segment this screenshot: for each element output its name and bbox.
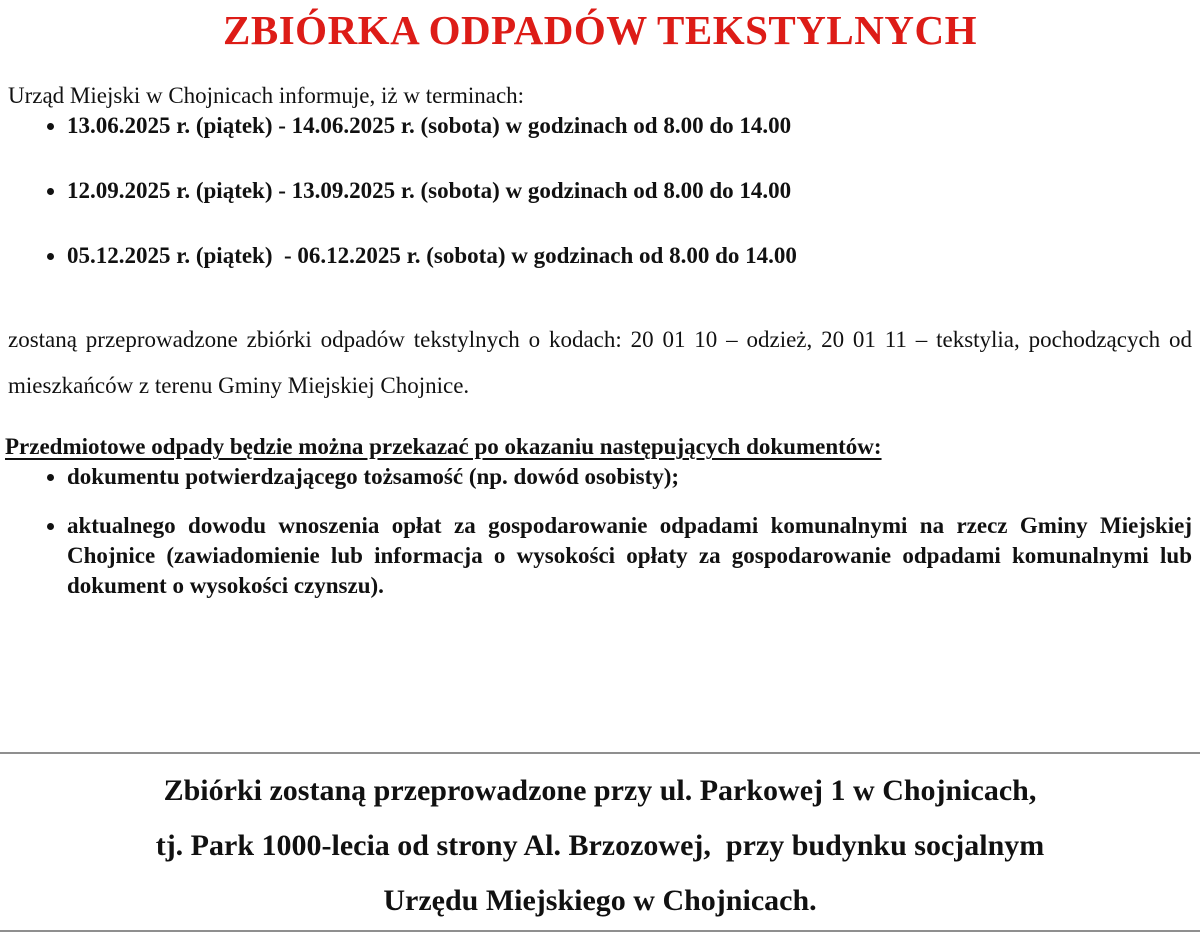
page-title: ZBIÓRKA ODPADÓW TEKSTYLNYCH: [223, 7, 977, 53]
intro-paragraph: Urząd Miejski w Chojnicach informuje, iż w terminach:: [8, 83, 525, 108]
waste-codes-paragraph: zostaną przeprowadzone zbiórki odpadów tekstylnych o kodach: 20 01 10 – odzież, 20 01 11 – tekstylia, pochodzących od mieszkańców z terenu Gminy Miejskiej Chojnice.: [8, 327, 1192, 398]
collection-date-item: • 12.09.2025 r. (piątek) - 13.09.2025 r. (sobota) w godzinach od 8.00 do 14.00: [67, 176, 1200, 206]
required-documents-list: [0, 462, 1200, 601]
collection-date-item: • 05.12.2025 r. (piątek) - 06.12.2025 r. (sobota) w godzinach od 8.00 do 14.00: [67, 241, 1200, 271]
collection-dates-list: [0, 111, 1200, 271]
location-notice-line: Zbiórki zostaną przeprowadzone przy ul. Parkowej 1 w Chojnicach,: [163, 774, 1037, 807]
required-document-item: • aktualnego dowodu wnoszenia opłat za gospodarowanie odpadami komunalnymi na rzecz Gminy Miejskiej Chojnice (zawiadomienie lub informacja o wysokości opłaty za gospodarowanie odpadami komunalnymi lub dokument o wysokości czynszu).: [67, 511, 1192, 601]
location-notice-box: [0, 752, 1200, 932]
announcement-document: [0, 6, 1200, 942]
required-documents-heading: Przedmiotowe odpady będzie można przekazać po okazaniu następujących dokumentów:: [5, 434, 882, 459]
location-notice-line: Urzędu Miejskiego w Chojnicach.: [383, 884, 817, 917]
location-notice-line: tj. Park 1000-lecia od strony Al. Brzozowej, przy budynku socjalnym: [155, 829, 1045, 862]
required-document-item: • dokumentu potwierdzającego tożsamość (np. dowód osobisty);: [67, 462, 1192, 492]
collection-date-item: • 13.06.2025 r. (piątek) - 14.06.2025 r. (sobota) w godzinach od 8.00 do 14.00: [67, 111, 1200, 141]
